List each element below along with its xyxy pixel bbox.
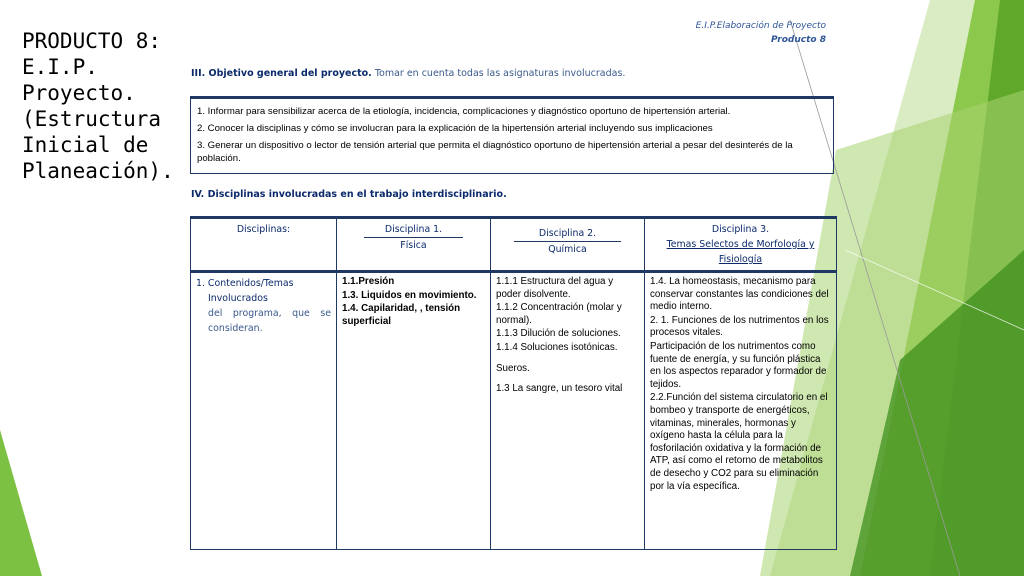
list-item: 1.1.Presión [342,276,395,287]
header-line-2: Producto 8 [770,35,826,45]
slide-title: PRODUCTO 8: E.I.P. Proyecto. (Estructura Inicial de Planeación). [22,29,174,183]
objective-1: 1. Informar para sensibilizar acerca de la etiología, incidencia, complicaciones y diagnóstico oportuno de hipertensión arterial. [197,106,731,117]
header-disciplina-3: Disciplina 3. Temas Selectos de Morfología y Fisiología [645,218,837,272]
section-4-heading [191,189,507,200]
list-item: Sueros. [496,362,530,374]
table-row [191,272,837,550]
table-header-row [191,218,837,272]
disciplines-table [190,216,837,550]
header-disciplina-2: Disciplina 2. Química [491,218,645,272]
list-item: 1.1.4 Soluciones isotónicas. [496,341,618,353]
list-item: Participación de los nutrimentos como fuente de energía, y su función plástica en los aspectos reparador y formador de tejidos. [650,340,827,390]
section-3-heading [191,68,625,79]
list-item: 1.3 La sangre, un tesoro vital [496,383,623,395]
morfologia-topics-cell [645,272,837,550]
list-item: 1.1.1 Estructura del agua y poder disolvente. [496,276,614,300]
list-item: 1.1.3 Dilución de soluciones. [496,328,621,340]
list-item: 2. 1. Funciones de los nutrimentos en los procesos vitales. [650,314,829,339]
header-disciplina-1: Disciplina 1. Física [337,218,491,272]
list-item: 1.4. Capilaridad, , tensión superficial [342,303,461,327]
list-item: 2.2.Función del sistema circulatorio en el bombeo y transporte de energéticos, vitaminas, minerales, hormonas y oxígeno hasta la célula para la fosforilación oxidativa y la formación de ATP, así como el retorno de metabolitos de desecho y CO2 para su eliminación por la vía específica. [650,392,828,492]
left-corner-shape [0,430,42,576]
objectives-box [190,96,834,174]
list-item: 1.4. La homeostasis, mecanismo para conservar constantes las condiciones del medio interno. [650,276,829,313]
objective-3: 3. Generar un dispositivo o lector de tensión arterial que permita el diagnóstico oportuno de hipertensión arterial a pesar del desinterés de la población. [197,140,793,164]
objective-2: 2. Conocer la disciplinas y cómo se involucran para la explicación de la hipertensión arterial incluyendo sus implicaciones [197,123,713,134]
section-3-rest: Tomar en cuenta todas las asignaturas involucradas. [371,68,626,79]
page-header [696,19,826,47]
header-disciplinas: Disciplinas: [191,218,337,272]
fisica-topics-cell [337,272,491,550]
section-4-bold: IV. Disciplinas involucradas en el trabajo interdisciplinario. [191,189,507,200]
section-3-bold: III. Objetivo general del proyecto. [191,68,372,79]
list-item: 1.1.2 Concentración (molar y normal). [496,302,622,326]
quimica-topics-cell [491,272,645,550]
header-line-1: E.I.P.Elaboración de Proyecto [695,21,826,31]
list-item: 1.3. Liquidos en movimiento. [342,289,477,301]
row-label-cell: 1. Contenidos/Temas Involucrados del programa, que se consideran. [191,272,337,550]
